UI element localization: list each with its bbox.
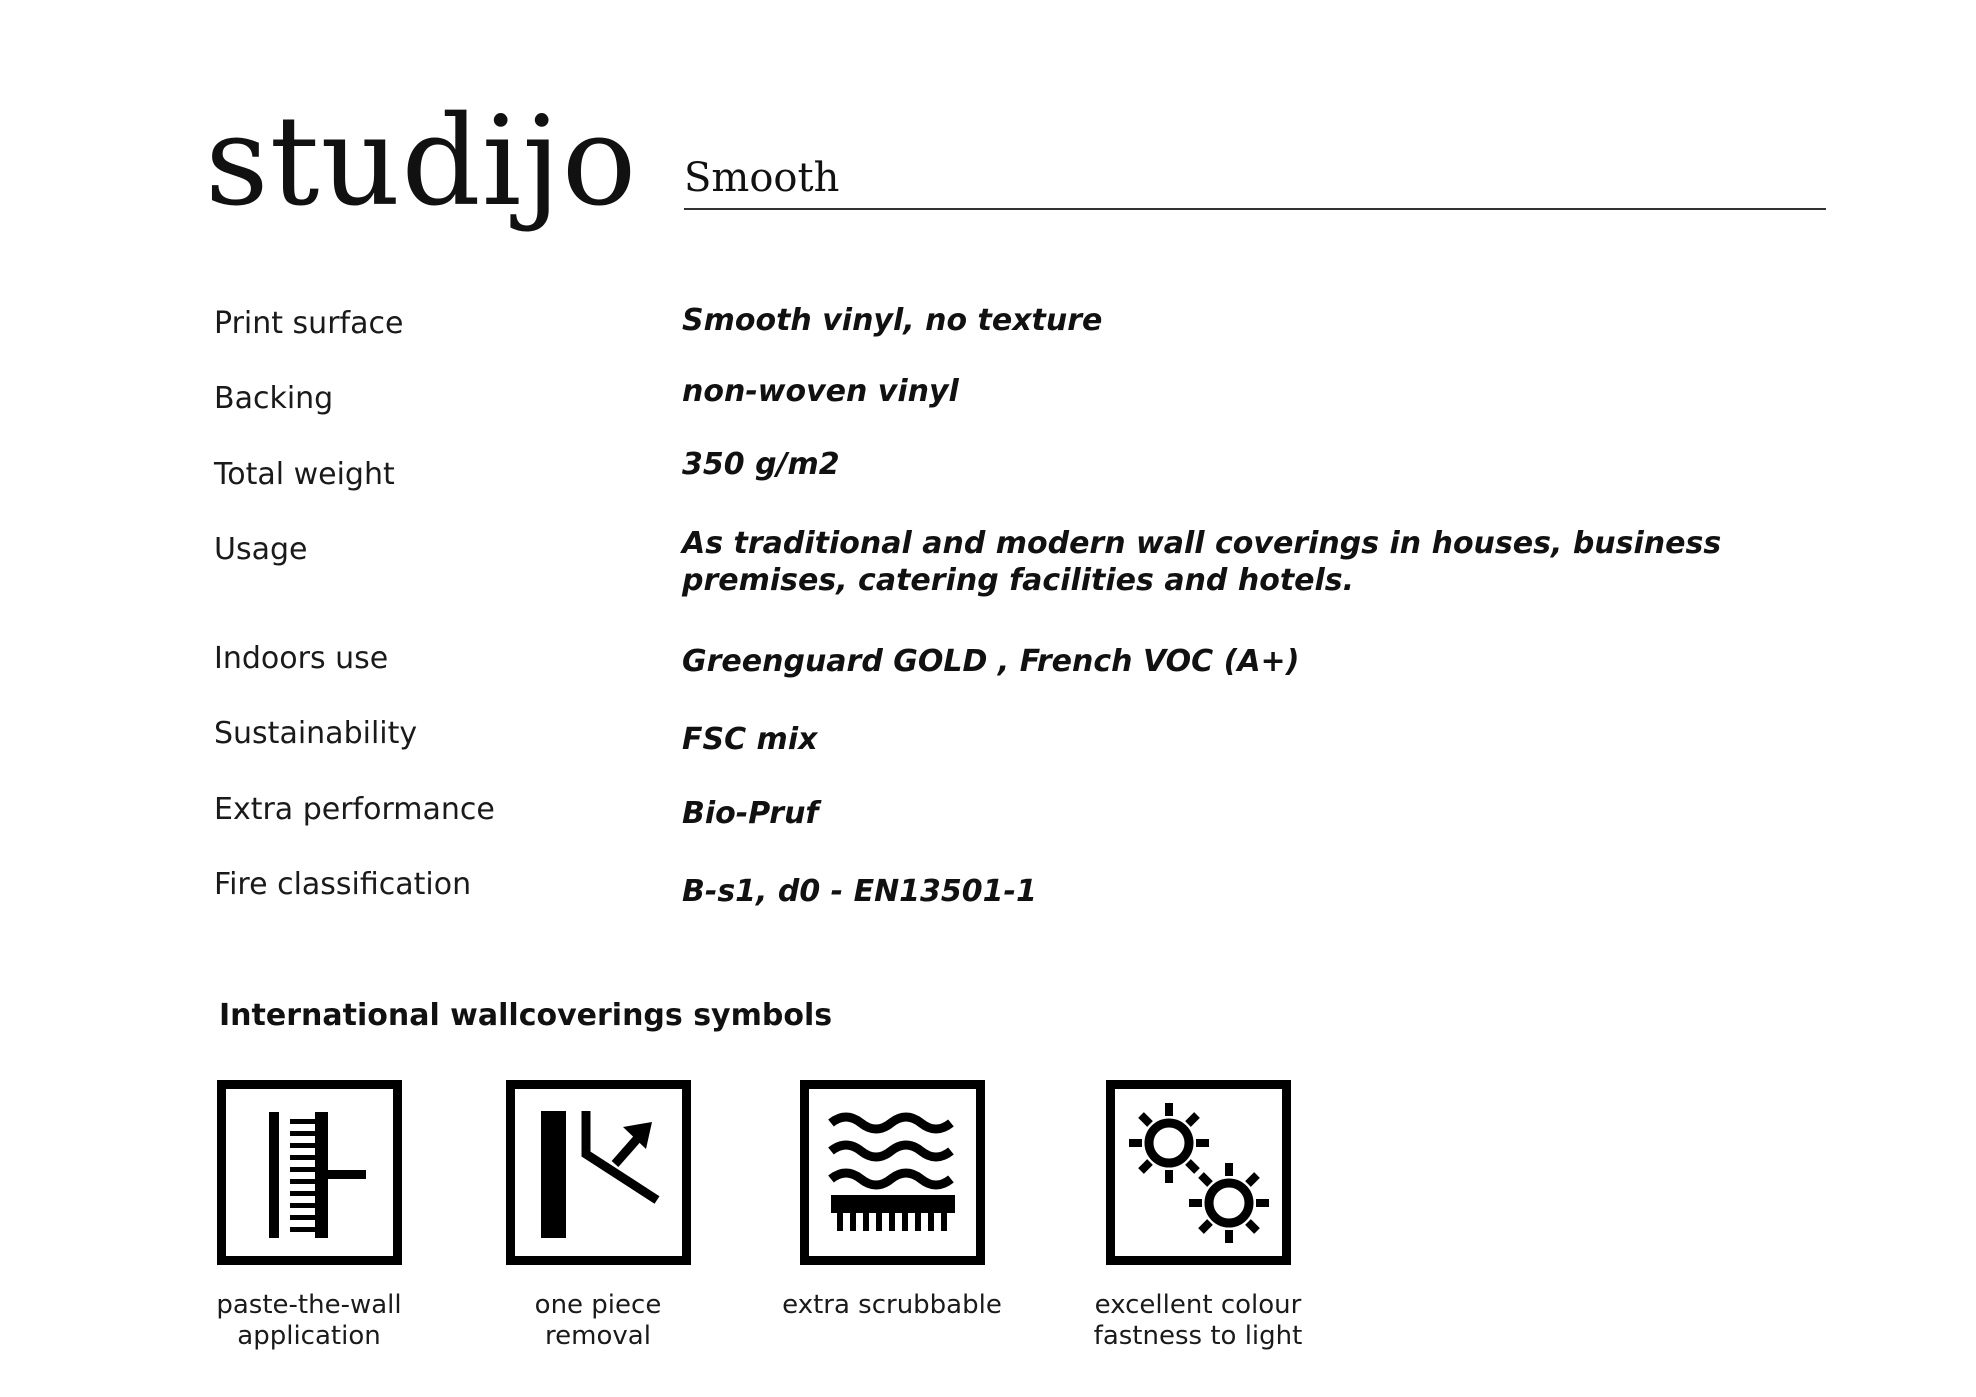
- caption-line: fastness to light: [1093, 1321, 1303, 1352]
- spec-label-fire-classification: Fire classification: [214, 867, 472, 902]
- spec-value-extra-performance: Bio-Pruf: [682, 796, 819, 831]
- symbol-caption-colour-fastness: [1058, 1290, 1338, 1352]
- spec-value-fire-classification: B-s1, d0 - EN13501-1: [682, 874, 1037, 909]
- symbol-box-one-piece-removal: [506, 1080, 691, 1265]
- caption-line: one piece: [534, 1290, 662, 1320]
- symbol-caption-paste-the-wall: [169, 1290, 449, 1352]
- symbol-box-colour-fastness: [1106, 1080, 1291, 1265]
- spec-label-backing: Backing: [214, 381, 334, 416]
- symbol-box-extra-scrubbable: [800, 1080, 985, 1265]
- caption-line: paste-the-wall: [216, 1290, 402, 1320]
- spec-label-sustainability: Sustainability: [214, 716, 418, 751]
- caption-line: excellent colour: [1094, 1290, 1302, 1320]
- spec-label-extra-performance: Extra performance: [214, 792, 495, 827]
- brand-logo: studijo: [205, 90, 638, 234]
- spec-label-total-weight: Total weight: [214, 457, 395, 492]
- spec-value-usage: As traditional and modern wall coverings in houses, business premises, catering facilities and hotels.: [682, 526, 1722, 598]
- spec-value-total-weight: 350 g/m2: [682, 447, 840, 482]
- symbol-caption-extra-scrubbable: [752, 1290, 1032, 1321]
- spec-value-sustainability: FSC mix: [682, 722, 818, 757]
- caption-line: removal: [545, 1321, 651, 1352]
- caption-line: extra scrubbable: [782, 1290, 1002, 1320]
- spec-label-indoors-use: Indoors use: [214, 641, 389, 676]
- caption-line: application: [237, 1321, 381, 1352]
- spec-label-usage: Usage: [214, 532, 308, 567]
- extra-scrubbable-icon: [809, 1089, 976, 1256]
- symbols-section-title: International wallcoverings symbols: [219, 998, 833, 1033]
- one-piece-removal-icon: [515, 1089, 682, 1256]
- paste-the-wall-icon: [226, 1089, 393, 1256]
- symbol-box-paste-the-wall: [217, 1080, 402, 1265]
- product-name: Smooth: [684, 155, 840, 201]
- spec-value-indoors-use: Greenguard GOLD , French VOC (A+): [682, 644, 1300, 679]
- spec-value-backing: non-woven vinyl: [682, 374, 959, 409]
- spec-value-print-surface: Smooth vinyl, no texture: [682, 303, 1103, 338]
- spec-label-print-surface: Print surface: [214, 306, 404, 341]
- symbol-caption-one-piece-removal: [458, 1290, 738, 1352]
- colour-fastness-icon: [1115, 1089, 1282, 1256]
